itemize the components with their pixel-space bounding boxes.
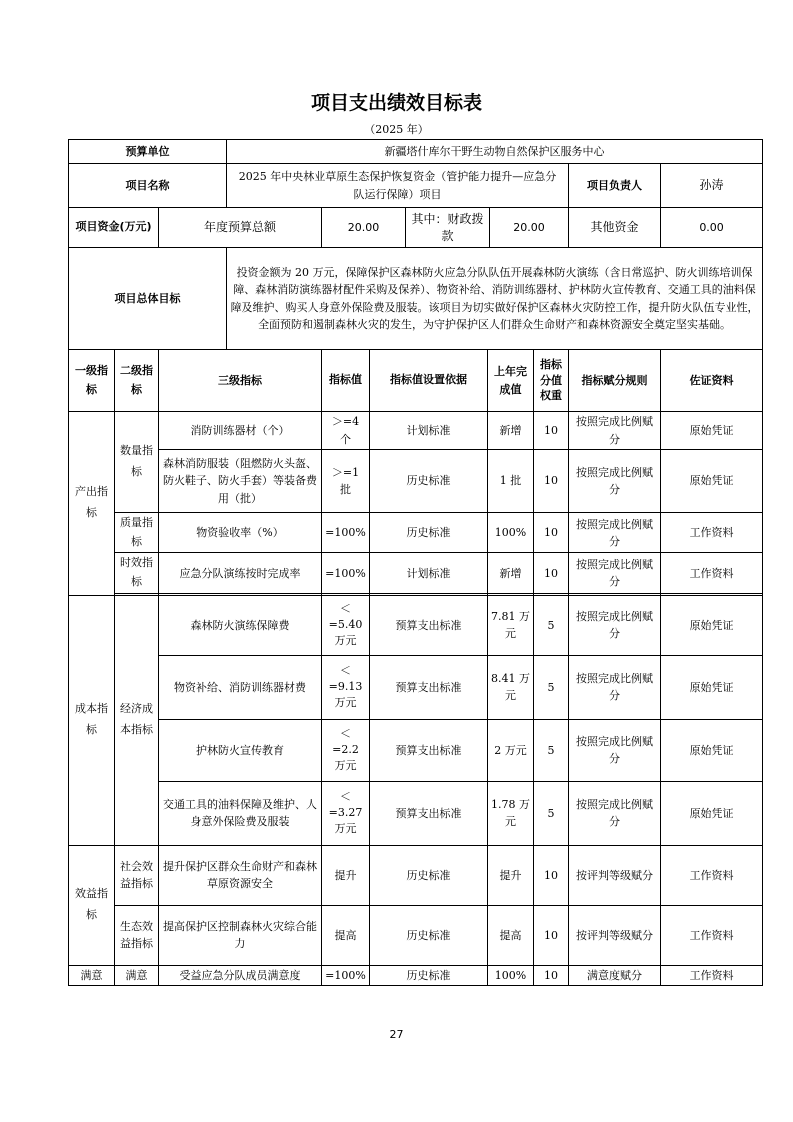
table-row <box>69 655 763 719</box>
indicator-value: 提高 <box>322 905 370 965</box>
header-level2: 二级指标 <box>115 350 159 412</box>
indicator-basis: 历史标准 <box>370 965 488 985</box>
group-timeliness: 时效指标 <box>115 553 159 593</box>
indicator-value: =100% <box>322 513 370 553</box>
annual-budget-label: 年度预算总额 <box>159 208 322 248</box>
indicator-rule: 按照完成比例赋分 <box>569 450 661 513</box>
header-last-year: 上年完成值 <box>488 350 534 412</box>
indicator-value: ＞=4 个 <box>322 412 370 450</box>
indicator-basis: 历史标准 <box>370 513 488 553</box>
funds-row <box>69 208 763 248</box>
indicator-last-year: 提高 <box>488 905 534 965</box>
indicator-last-year: 2 万元 <box>488 719 534 781</box>
indicator-value: ＜ =2.2 万元 <box>322 719 370 781</box>
indicator-last-year: 1.78 万元 <box>488 781 534 845</box>
project-name-value: 2025 年中央林业草原生态保护恢复资金（管护能力提升—应急分队运行保障）项目 <box>227 164 569 208</box>
group-satisfaction-sub: 满意 <box>115 965 159 985</box>
table-row <box>69 412 763 450</box>
indicator-evidence: 原始凭证 <box>661 719 763 781</box>
indicator-rule: 按评判等级赋分 <box>569 905 661 965</box>
table-row <box>69 781 763 845</box>
fiscal-label: 其中：财政拨款 <box>406 208 490 248</box>
indicator-evidence: 工作资料 <box>661 965 763 985</box>
table-row <box>69 450 763 513</box>
indicator-last-year: 8.41 万元 <box>488 655 534 719</box>
budget-unit-row <box>69 140 763 164</box>
other-funds-value: 0.00 <box>661 208 763 248</box>
indicator-rule: 按照完成比例赋分 <box>569 719 661 781</box>
indicator-value: =100% <box>322 553 370 593</box>
page-number: 27 <box>389 1028 404 1041</box>
indicator-weight: 5 <box>534 595 569 655</box>
indicator-weight: 10 <box>534 450 569 513</box>
indicator-name: 应急分队演练按时完成率 <box>159 553 322 593</box>
header-level1: 一级指标 <box>69 350 115 412</box>
indicator-last-year: 1 批 <box>488 450 534 513</box>
goal-row <box>69 248 763 350</box>
indicator-basis: 预算支出标准 <box>370 719 488 781</box>
header-row <box>69 350 763 412</box>
indicator-last-year: 新增 <box>488 412 534 450</box>
other-funds-label: 其他资金 <box>569 208 661 248</box>
group-quality: 质量指标 <box>115 513 159 553</box>
table-row <box>69 513 763 553</box>
owner-label: 项目负责人 <box>569 164 661 208</box>
indicator-evidence: 工作资料 <box>661 905 763 965</box>
indicator-weight: 10 <box>534 513 569 553</box>
performance-target-table <box>68 139 763 986</box>
indicator-evidence: 工作资料 <box>661 845 763 905</box>
indicator-weight: 10 <box>534 412 569 450</box>
indicator-weight: 5 <box>534 781 569 845</box>
indicator-evidence: 原始凭证 <box>661 595 763 655</box>
indicator-weight: 10 <box>534 965 569 985</box>
indicator-last-year: 新增 <box>488 553 534 593</box>
indicator-value: 提升 <box>322 845 370 905</box>
header-rule: 指标赋分规则 <box>569 350 661 412</box>
indicator-basis: 历史标准 <box>370 845 488 905</box>
indicator-evidence: 工作资料 <box>661 513 763 553</box>
goal-text: 投资金额为 20 万元，保障保护区森林防火应急分队队伍开展森林防火演练（含日常巡护、防火训练培训保障、森林消防演练器材配件采购及保养）、物资补给、消防训练器材、护林防火宣传教育、交通工具的油料保障及维护、购买人身意外保险费及服装。该项目为切实做好保护区森林火灾防控工作，提升防火队伍专业性，全面预防和遏制森林火灾的发生，为守护保护区人们群众生命财产和森林资源安全奠定坚实基础。 <box>227 248 763 350</box>
indicator-value: ＜ =3.27 万元 <box>322 781 370 845</box>
indicator-rule: 按照完成比例赋分 <box>569 553 661 593</box>
header-weight: 指标分值权重 <box>534 350 569 412</box>
funds-label: 项目资金(万元) <box>69 208 159 248</box>
indicator-value: ＜ =9.13 万元 <box>322 655 370 719</box>
indicator-weight: 10 <box>534 845 569 905</box>
indicator-name: 护林防火宣传教育 <box>159 719 322 781</box>
indicator-name: 物资验收率（%） <box>159 513 322 553</box>
table-row <box>69 905 763 965</box>
table-row <box>69 719 763 781</box>
header-level3: 三级指标 <box>159 350 322 412</box>
indicator-weight: 10 <box>534 905 569 965</box>
indicator-basis: 计划标准 <box>370 412 488 450</box>
budget-unit-value: 新疆塔什库尔干野生动物自然保护区服务中心 <box>227 140 763 164</box>
group-benefit: 效益指标 <box>69 845 115 965</box>
indicator-evidence: 原始凭证 <box>661 450 763 513</box>
project-name-label: 项目名称 <box>69 164 227 208</box>
indicator-name: 森林消防服装（阻燃防火头盔、防火鞋子、防火手套）等装备费用（批） <box>159 450 322 513</box>
indicator-weight: 5 <box>534 655 569 719</box>
project-name-row <box>69 164 763 208</box>
table-row <box>69 553 763 593</box>
goal-label: 项目总体目标 <box>69 248 227 350</box>
year-subtitle: （2025 年） <box>364 123 429 136</box>
indicator-evidence: 工作资料 <box>661 553 763 593</box>
table-row <box>69 595 763 655</box>
group-output: 产出指标 <box>69 412 115 596</box>
indicator-basis: 计划标准 <box>370 553 488 593</box>
indicator-last-year: 7.81 万元 <box>488 595 534 655</box>
indicator-value: ＜ =5.40 万元 <box>322 595 370 655</box>
header-evidence: 佐证资料 <box>661 350 763 412</box>
indicator-name: 森林防火演练保障费 <box>159 595 322 655</box>
indicator-value: =100% <box>322 965 370 985</box>
indicator-evidence: 原始凭证 <box>661 412 763 450</box>
indicator-last-year: 提升 <box>488 845 534 905</box>
group-social: 社会效益指标 <box>115 845 159 905</box>
indicator-name: 物资补给、消防训练器材费 <box>159 655 322 719</box>
page-title: 项目支出绩效目标表 <box>310 92 482 114</box>
indicator-last-year: 100% <box>488 965 534 985</box>
indicator-name: 提升保护区群众生命财产和森林草原资源安全 <box>159 845 322 905</box>
indicator-basis: 历史标准 <box>370 450 488 513</box>
indicator-basis: 预算支出标准 <box>370 781 488 845</box>
indicator-weight: 10 <box>534 553 569 593</box>
indicator-value: ＞=1 批 <box>322 450 370 513</box>
indicator-rule: 满意度赋分 <box>569 965 661 985</box>
indicator-rule: 按照完成比例赋分 <box>569 412 661 450</box>
indicator-weight: 5 <box>534 719 569 781</box>
header-value: 指标值 <box>322 350 370 412</box>
indicator-basis: 历史标准 <box>370 905 488 965</box>
indicator-basis: 预算支出标准 <box>370 655 488 719</box>
indicator-rule: 按评判等级赋分 <box>569 845 661 905</box>
table-row <box>69 965 763 985</box>
group-quantity: 数量指标 <box>115 412 159 513</box>
indicator-basis: 预算支出标准 <box>370 595 488 655</box>
indicator-name: 交通工具的油料保障及维护、人身意外保险费及服装 <box>159 781 322 845</box>
budget-unit-label: 预算单位 <box>69 140 227 164</box>
indicator-name: 提高保护区控制森林火灾综合能力 <box>159 905 322 965</box>
group-economic: 经济成本指标 <box>115 595 159 845</box>
indicator-evidence: 原始凭证 <box>661 655 763 719</box>
annual-budget-value: 20.00 <box>322 208 406 248</box>
indicator-name: 受益应急分队成员满意度 <box>159 965 322 985</box>
indicator-last-year: 100% <box>488 513 534 553</box>
indicator-name: 消防训练器材（个） <box>159 412 322 450</box>
fiscal-value: 20.00 <box>490 208 569 248</box>
group-satisfaction: 满意 <box>69 965 115 985</box>
header-basis: 指标值设置依据 <box>370 350 488 412</box>
group-eco: 生态效益指标 <box>115 905 159 965</box>
table-row <box>69 845 763 905</box>
indicator-rule: 按照完成比例赋分 <box>569 595 661 655</box>
group-cost: 成本指标 <box>69 595 115 845</box>
indicator-rule: 按照完成比例赋分 <box>569 655 661 719</box>
owner-value: 孙涛 <box>661 164 763 208</box>
indicator-evidence: 原始凭证 <box>661 781 763 845</box>
indicator-rule: 按照完成比例赋分 <box>569 513 661 553</box>
indicator-rule: 按照完成比例赋分 <box>569 781 661 845</box>
